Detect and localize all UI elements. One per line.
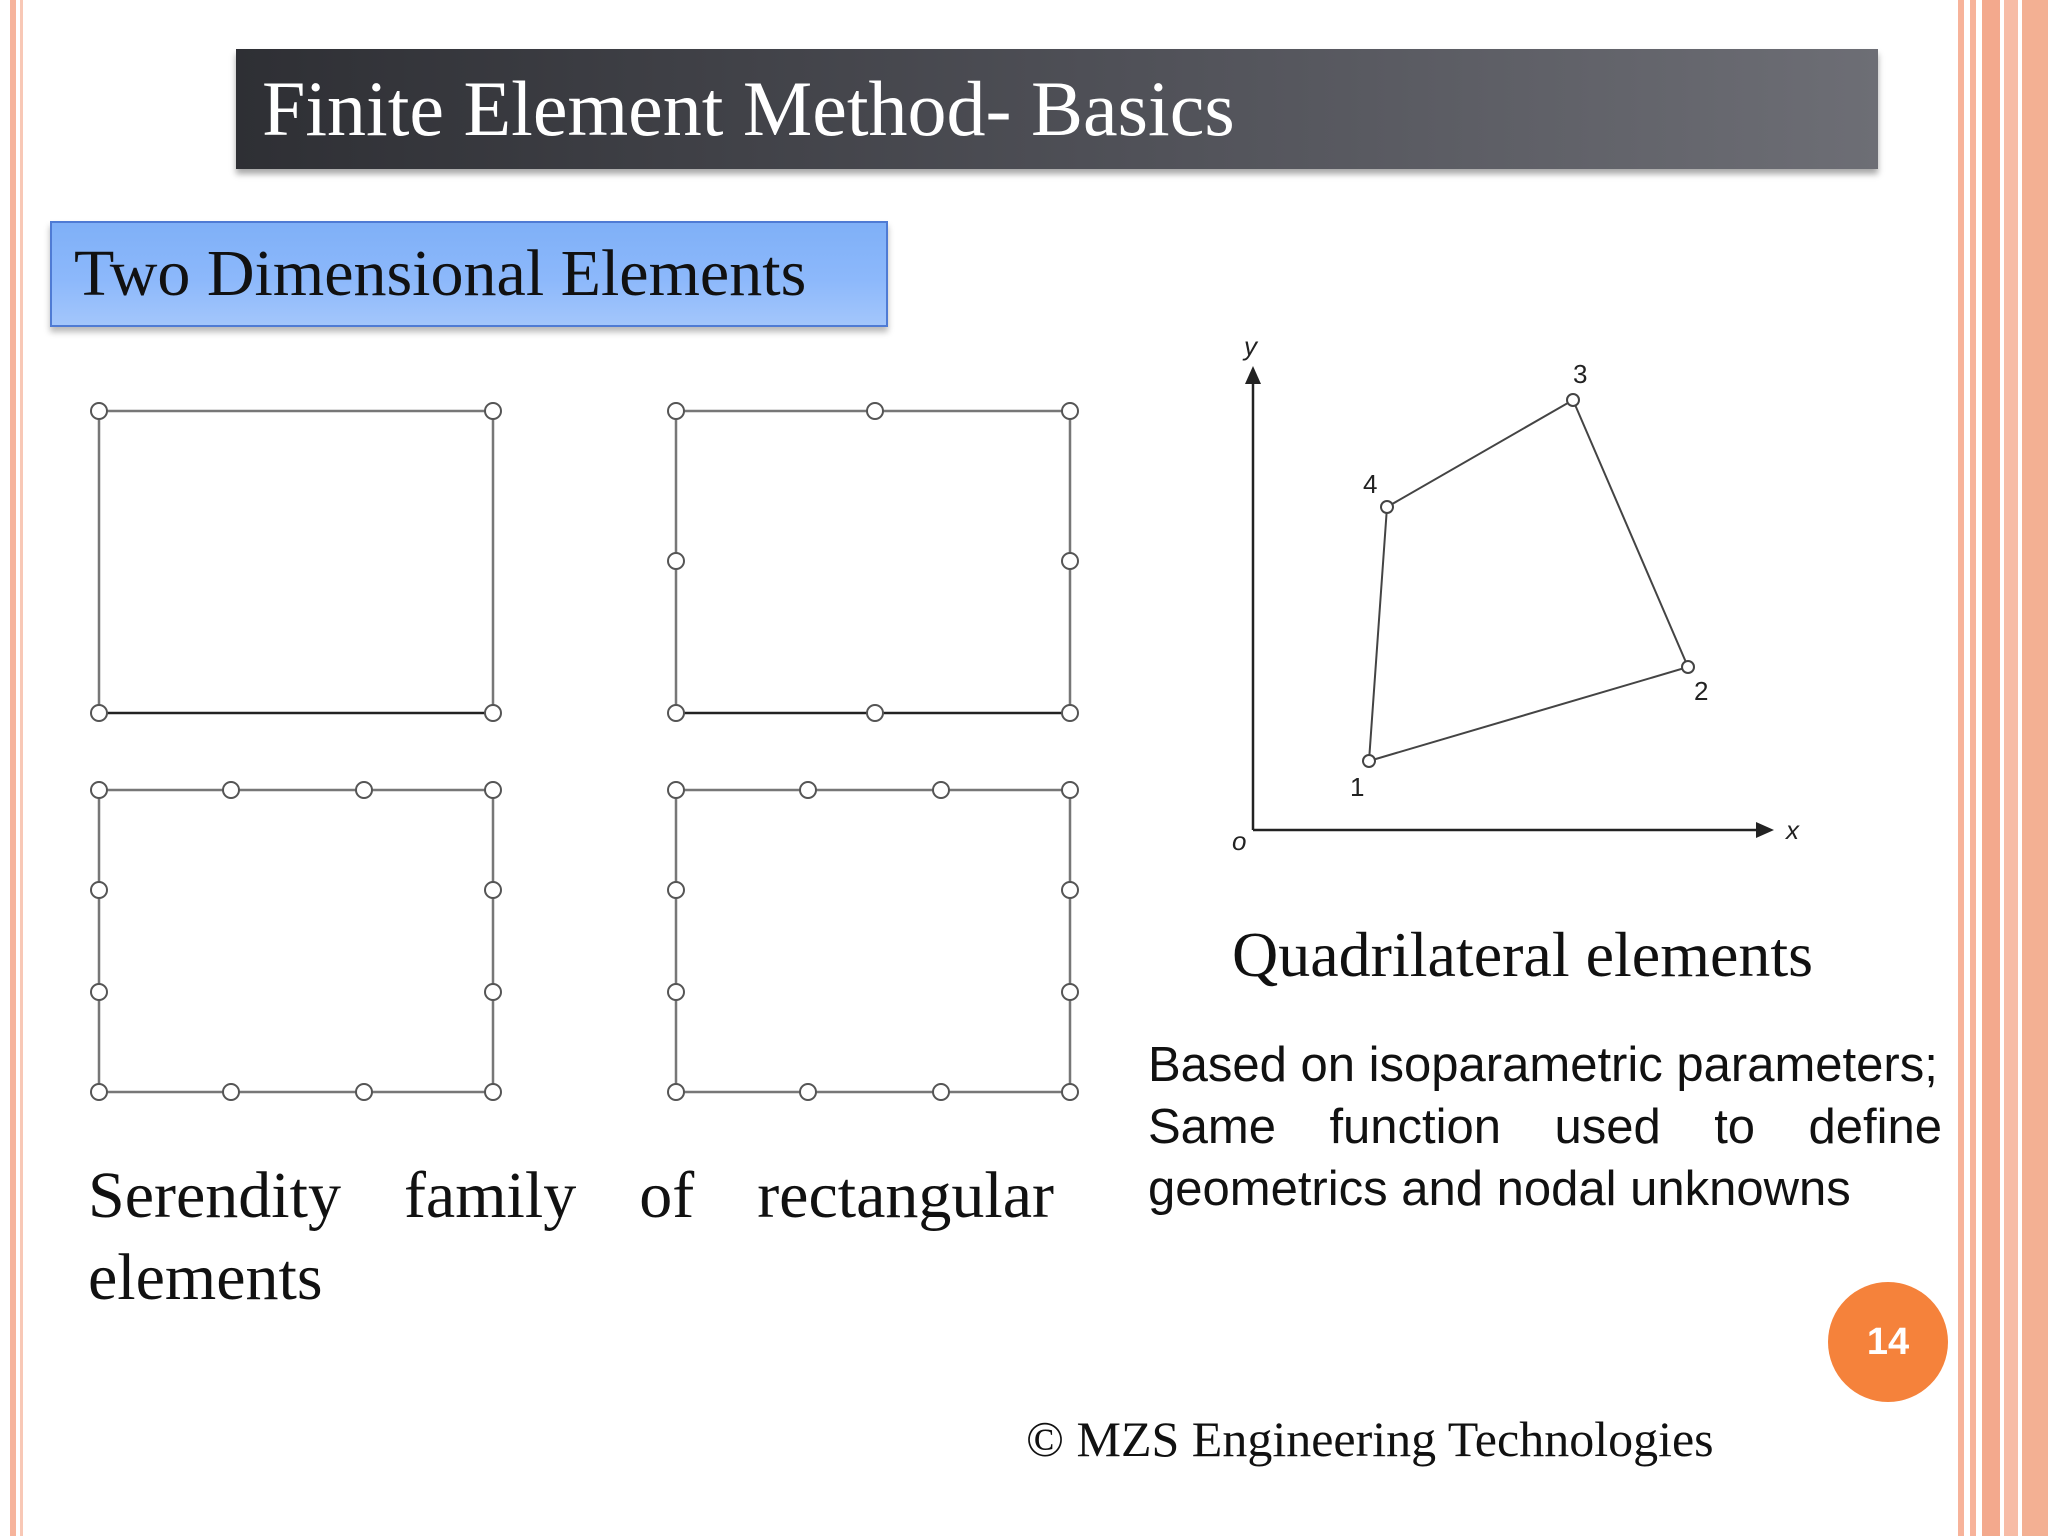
twelve-node-element bbox=[99, 790, 493, 1092]
node-markers bbox=[668, 782, 1078, 1100]
x-axis-arrow bbox=[1756, 822, 1774, 838]
node-markers bbox=[91, 403, 501, 721]
x-axis-label: x bbox=[1786, 815, 1799, 845]
section-heading: Two Dimensional Elements bbox=[50, 221, 888, 327]
quad-nodes bbox=[1363, 394, 1694, 767]
quadrilateral-diagram bbox=[1232, 331, 1800, 856]
node-label-2: 2 bbox=[1694, 676, 1709, 706]
quad-outline bbox=[1369, 400, 1688, 761]
description-line: Based on isoparametric parameters; bbox=[1148, 1038, 1938, 1092]
four-node-element bbox=[99, 411, 493, 713]
slide-title: Finite Element Method- Basics bbox=[236, 49, 1878, 169]
twelve-node-element bbox=[676, 790, 1070, 1092]
y-axis-arrow bbox=[1245, 366, 1261, 384]
copyright-footer: © MZS Engineering Technologies bbox=[1026, 1411, 1714, 1467]
node-label-4: 4 bbox=[1363, 469, 1378, 499]
node-label-1: 1 bbox=[1350, 772, 1365, 802]
origin-label: o bbox=[1232, 826, 1247, 856]
y-axis-label: y bbox=[1244, 331, 1257, 361]
quadrilateral-caption: Quadrilateral elements bbox=[1232, 919, 1814, 990]
eight-node-element bbox=[676, 411, 1070, 713]
node-markers bbox=[91, 782, 501, 1100]
description-block bbox=[1148, 1034, 1942, 1220]
node-markers bbox=[668, 403, 1078, 721]
description-line: Same function used to define geometrics and nodal unknowns bbox=[1148, 1100, 1942, 1216]
serendipity-caption: Serendity family of rectangular elements bbox=[88, 1159, 1054, 1314]
node-label-3: 3 bbox=[1573, 359, 1588, 389]
page-number-badge: 14 bbox=[1828, 1282, 1948, 1402]
